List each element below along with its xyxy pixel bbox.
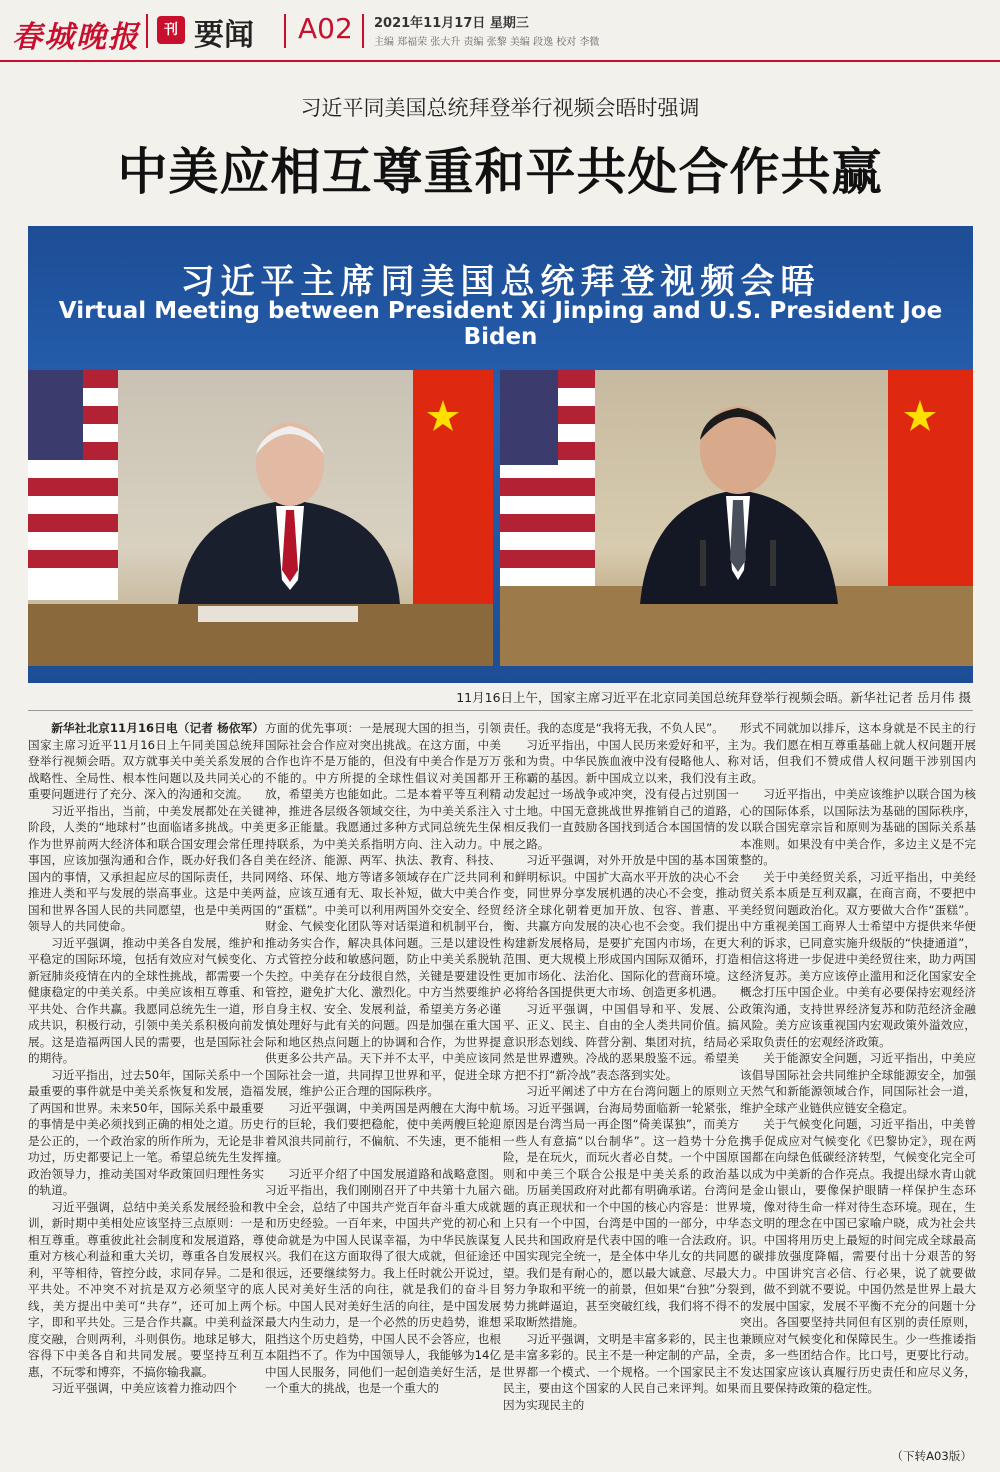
paragraph: 形式不同就加以排斥，这本身就是不民主的行为。我们愿在相互尊重基础上就人权问题开展对话，但我们不赞成借人权问题干涉别国内政。 bbox=[740, 721, 976, 785]
article-kicker: 习近平同美国总统拜登举行视频会晤时强调 bbox=[300, 96, 700, 120]
photo-banner-english: Virtual Meeting between President Xi Jinping and U.S. President Joe Biden bbox=[58, 298, 943, 350]
masthead bbox=[0, 0, 1000, 62]
paragraph: 责任。我的态度是“我将无我，不负人民”。 bbox=[503, 721, 724, 735]
divider bbox=[362, 14, 364, 48]
paragraph: 习近平指出，当前，中美发展都处在关键阶段，人类的“地球村”也面临诸多挑战。中美作为世界前两大经济体和联合国安理会常任理事国，应该加强沟通和合作，既办好我们各自国内的事情，又承担起应尽的国际责任，共同推进人类和平与发展的崇高事业。这是中美两国和世界各国人民的共同愿望，也是中美两国领导人的共同使命。 bbox=[28, 803, 264, 933]
xi-scene bbox=[500, 370, 973, 666]
paragraph: 习近平指出，中美应该维护以联合国为核心的国际体系，以国际法为基础的国际秩序，以联合国宪章宗旨和原则为基础的国际关系基本准则。如果没有中美合作，多边主义是不完整的。 bbox=[740, 787, 976, 867]
paragraph: 习近平强调，对外开放是中国的基本国策和鲜明标识。中国扩大高水平开放的决心不会变，同世界分享发展机遇的决心不会变，推动经济全球化朝着更加开放、包容、普惠、平衡、共赢方向发展的决心也不会变。我们提出构建新发展格局，是要扩充国内市场，在更大范围、更大规模上形成国内国际双循环，打造更加市场化、法治化、国际化的营商环境。这必将给各国提供更大市场、创造更多机遇。 bbox=[503, 853, 739, 999]
paragraph: 习近平介绍了中国发展道路和战略意图。习近平指出，我们刚刚召开了中共第十九届六中全会，总结了中国共产党百年奋斗重大成就和历史经验。一百年来，中国共产党的初心和使命就是为中国人民谋幸福，为中华民族谋复兴。我们在这方面取得了很大成就，但征途还很远，还要继续努力。我上任时就公开说过，人民对美好生活的向往，就是我们的奋斗目标。中国人民对美好生活的向往，是中国发展最大内生动力，是一个必然的历史趋势，谁想阻挡这个历史趋势，中国人民不会答应，也根本阻挡不了。作为中国领导人，我能够为14亿中国人民服务，同他们一起创造美好生活，是一个重大的挑战，也是一个重大的 bbox=[265, 1166, 501, 1395]
microphone bbox=[770, 540, 776, 586]
china-flag-icon bbox=[888, 370, 973, 610]
photo-caption: 11月16日上午，国家主席习近平在北京同美国总统拜登举行视频会晤。新华社记者 岳月伟 摄 bbox=[456, 690, 971, 705]
text-column-3 bbox=[503, 720, 739, 1460]
paragraph: 关于能源安全问题，习近平指出，中美应该倡导国际社会共同维护全球能源安全，加强天然气和新能源领域合作，同国际社会一道，维护全球产业链供应链安全稳定。 bbox=[740, 1051, 976, 1115]
paragraph: 习近平阐述了中方在台湾问题上的原则立场。习近平强调，台海局势面临新一轮紧张，原因是台湾当局一再企图“倚美谋独”，而美方一些人有意搞“以台制华”。这一趋势十分危险，是在玩火，而玩火者必自焚。一个中国原则和中美三个联合公报是中美关系的政治基础。历届美国政府对此都有明确承诺。台湾问题的真正现状和一个中国的核心内容是：世界上只有一个中国，台湾是中国的一部分，中华人民共和国政府是代表中国的唯一合法政府。中国实现完全统一，是全体中华儿女的共同愿望。我们是有耐心的，愿以最大诚意、尽最大努力争取和平统一的前景，但如果“台独”分裂势力挑衅逼迫，甚至突破红线，我们将不得不采取断然措施。 bbox=[503, 1084, 739, 1329]
paragraph: 习近平强调，文明是丰富多彩的，民主也是丰富多彩的。民主不是一种定制的产品，全世界都一个模式、一个规格。一个国家民主不民主，要由这个国家的人民自己来评判。如果因为实现民主的 bbox=[503, 1331, 739, 1412]
section-stamp-icon: 刊 bbox=[157, 16, 185, 44]
paragraph: 关于中美经贸关系，习近平指出，中美经贸关系本质是互利双赢，在商言商，不要把中美经贸问题政治化。双方要做大合作“蛋糕”。中方重视美国工商界人士希望中方提供来华便利的诉求，已同意实施升级版的“快捷通道”，相信这将进一步促进中美经贸往来，助力两国经济复苏。美方应该停止滥用和泛化国家安全概念打压中国企业。中美有必要保持宏观经济政策沟通，支持世界经济复苏和防范经济金融风险。美方应该重视国内宏观政策外溢效应，采取负责任的宏观经济政策。 bbox=[740, 869, 976, 1049]
text-column-2 bbox=[265, 720, 501, 1460]
divider bbox=[146, 14, 148, 48]
paragraph bbox=[28, 720, 264, 803]
us-flag-icon bbox=[500, 370, 595, 610]
text-column-1 bbox=[28, 720, 264, 1460]
page-number: A02 bbox=[298, 12, 353, 45]
paragraph: 习近平强调，总结中美关系发展经验和教训，新时期中美相处应该坚持三点原则：一是相互尊重。尊重彼此社会制度和发展道路，尊重对方核心利益和重大关切，尊重各自发展权利，平等相待，管控分歧，求同存异。二是和平共处。不冲突不对抗是双方必须坚守的底线，美方提出中美可“共存”，还可加上两个字，即和平共处。三是合作共赢。中美利益深度交融，合则两利，斗则俱伤。地球足够大，容得下中美各自和共同发展。要坚持互利互惠，不玩零和博弈，不搞你输我赢。 bbox=[28, 1199, 264, 1379]
paragraph: 习近平强调，中美应该着力推动四个 bbox=[51, 1381, 237, 1395]
issue-date: 2021年11月17日 星期三 bbox=[374, 16, 529, 31]
divider bbox=[284, 14, 286, 48]
us-flag-icon bbox=[28, 370, 118, 600]
article-headline: 中美应相互尊重和平共处合作共赢 bbox=[117, 143, 883, 201]
editorial-staff: 主编 郑福荣 张大升 责编 张黎 美编 段逸 校对 李微 bbox=[374, 37, 600, 48]
biden-video-panel bbox=[28, 370, 493, 666]
xi-video-panel bbox=[500, 370, 973, 666]
continued-on-page-link[interactable]: （下转A03版） bbox=[740, 1448, 972, 1464]
paragraph: 关于气候变化问题，习近平指出，中美曾携手促成应对气候变化《巴黎协定》，现在两国都在向绿色低碳经济转型，气候变化完全可以成为中美新的合作亮点。我提出绿水青山就是金山银山，要像保护眼睛一样保护生态环境，像对待生命一样对待生态环境。现在，生态文明的理念在中国已家喻户晓，成为社会共识。中国将用历史上最短的时间完成全球最高的碳排放强度降幅，需要付出十分艰苦的努力。中国讲究言必信、行必果，说了就要做到，做不到就不要说。中国仍然是世界上最大的发展中国家，发展不平衡不充分的问题十分突出。各国要坚持共同但有区别的责任原则，兼顾应对气候变化和保障民生。少一些推诿指责，多一些团结合作。比口号，更要比行动。发达国家应该认真履行历史责任和应尽义务，而且要保持政策的稳定性。 bbox=[740, 1117, 976, 1395]
paper bbox=[198, 606, 358, 622]
biden-figure bbox=[178, 422, 400, 604]
photo-banner-chinese: 习近平主席同美国总统拜登视频会晤 bbox=[180, 262, 821, 302]
news-photo bbox=[28, 226, 973, 683]
china-flag-icon bbox=[413, 370, 493, 604]
section-title: 要闻 bbox=[194, 18, 254, 53]
dateline-lead: 新华社北京11月16日电（记者 杨依军） bbox=[51, 721, 264, 735]
newspaper-logo: 春城晚报 bbox=[12, 20, 140, 55]
paragraph-text: 国家主席习近平11月16日上午同美国总统拜登举行视频会晤。双方就事关中美关系发展的战略性、全局性、根本性问题以及共同关心的重要问题进行了充分、深入的沟通和交流。 bbox=[28, 737, 264, 801]
paragraph: 习近平强调，中国倡导和平、发展、公平、正义、民主、自由的全人类共同价值。搞意识形态划线、阵营分割、集团对抗，结局必然是世界遭殃。冷战的恶果殷鉴不远。希望美方把不打“新冷战”表态落到实处。 bbox=[503, 1001, 739, 1082]
microphone bbox=[700, 540, 706, 586]
divider bbox=[28, 710, 973, 711]
paragraph: 习近平强调，中美两国是两艘在大海中航行的巨轮，我们要把稳舵，使中美两艘巨轮迎着风浪共同前行，不偏航、不失速，更不能相撞。 bbox=[265, 1100, 501, 1164]
text-column-4 bbox=[740, 720, 976, 1446]
paragraph: 习近平强调，推动中美各自发展，维护和平稳定的国际环境，包括有效应对气候变化、新冠肺炎疫情在内的全球性挑战，都需要一个健康稳定的中美关系。中美应该相互尊重、和平共处、合作共赢。我愿同总统先生一道，形成共识，积极行动，引领中美关系积极向前发展。这是造福两国人民的需要，也是国际社会的期待。 bbox=[28, 935, 264, 1065]
paragraph: 习近平指出，中国人民历来爱好和平，主张和为贵。中华民族血液中没有侵略他人、称王称霸的基因。新中国成立以来，我们没有主动发起过一场战争或冲突，没有侵占过别国一寸土地。中国无意挑战世界推销自己的道路，相反我们一直鼓励各国找到适合本国国情的发展之路。 bbox=[503, 737, 739, 851]
paragraph: 习近平指出，过去50年，国际关系中一个最重要的事件就是中美关系恢复和发展，造福了两国和世界。未来50年，国际关系中最重要的事情是中美必须找到正确的相处之道。历史是公正的，一个政治家的所作所为，无论是非功过，历史都要记上一笔。希望总统先生发挥政治领导力，推动美国对华政策回归理性务实的轨道。 bbox=[28, 1067, 264, 1197]
xi-figure bbox=[640, 406, 838, 604]
biden-scene bbox=[28, 370, 493, 666]
paragraph: 方面的优先事项：一是展现大国的担当，引领国际社会合作应对突出挑战。在这方面，中美合作也许不是万能的，但没有中美合作是万万不能的。中方所提的全球性倡议对美国都开放，希望美方也能如此。二是本着平等互利精神，推进各层级各领域交往，为中美关系注入更多正能量。我愿通过多种方式同总统先生保持联系，为中美关系指明方向、注入动力。中美在经济、能源、两军、执法、教育、科技、网络、环保、地方等诸多领域存在广泛共同利益，应该互通有无、取长补短，做大中美合作的“蛋糕”。中美可以利用两国外交安全、经贸财金、气候变化团队等对话渠道和机制平台，推动务实合作，解决具体问题。三是以建设性方式管控分歧和敏感问题，防止中美关系脱轨失控。中美存在分歧很自然，关键是要建设性管控，避免扩大化、激烈化。中方当然要维护自身主权、安全、发展利益，希望美方务必谨慎处理好与此有关的问题。四是加强在重大国际和地区热点问题上的协调和合作，为世界提供更多公共产品。天下并不太平，中美应该同国际社会一道，共同捍卫世界和平，促进全球发展，维护公正合理的国际秩序。 bbox=[265, 721, 501, 1098]
